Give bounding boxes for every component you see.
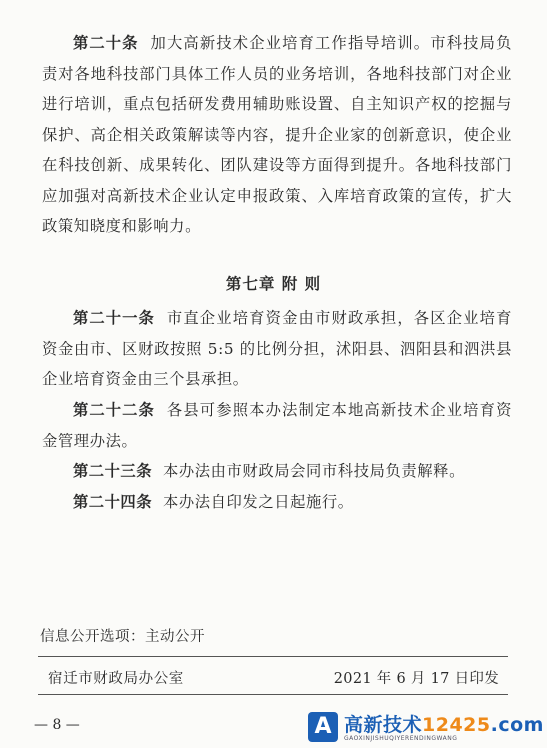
article-22 bbox=[42, 395, 512, 456]
issuer: 宿迁市财政局办公室 bbox=[48, 671, 184, 687]
article-20 bbox=[42, 28, 512, 242]
article-23 bbox=[42, 456, 512, 487]
article-23-text: 本办法由市财政局会同市科技局负责解释。 bbox=[162, 462, 465, 480]
watermark-text bbox=[344, 710, 544, 737]
chapter-heading: 第七章 附 则 bbox=[225, 275, 322, 293]
divider-bottom bbox=[38, 694, 508, 695]
divider-top bbox=[38, 656, 508, 657]
article-21-text: 市直企业培育资金由市财政承担，各区企业培育资金由市、区财政按照 5:5 的比例分担，沭阳县、泗阳县和泗洪县企业培育资金由三个县承担。 bbox=[42, 309, 512, 388]
watermark-suffix: .com bbox=[490, 714, 544, 736]
article-24-label: 第二十四条 bbox=[73, 493, 152, 511]
article-23-label: 第二十三条 bbox=[73, 462, 152, 480]
article-24 bbox=[42, 487, 512, 518]
watermark-logo-icon: A bbox=[308, 712, 338, 742]
article-20-text: 加大高新技术企业培育工作指导培训。市科技局负责对各地科技部门具体工作人员的业务培训，各地科技部门对企业进行培训，重点包括研发费用辅助账设置、自主知识产权的挖掘与保护、高企相关政策解读等内容，提升企业家的创新意识，使企业在科技创新、成果转化、团队建设等方面得到提升。各地科技部门应加强对高新技术企业认定申报政策、入库培育政策的宣传，扩大政策知晓度和影响力。 bbox=[42, 34, 512, 235]
watermark-number: 12425 bbox=[422, 714, 491, 736]
article-24-text: 本办法自印发之日起施行。 bbox=[162, 493, 354, 511]
watermark bbox=[308, 708, 547, 748]
page-number: — 8 — bbox=[34, 717, 80, 733]
article-21 bbox=[42, 303, 512, 395]
article-20-label: 第二十条 bbox=[73, 34, 139, 52]
article-22-label: 第二十二条 bbox=[73, 401, 155, 419]
watermark-subtext: GAOXINJISHUQIYERENDINGWANG bbox=[344, 735, 458, 742]
article-22-text: 各县可参照本办法制定本地高新技术企业培育资金管理办法。 bbox=[42, 401, 512, 450]
watermark-main: 高新技术 bbox=[344, 714, 423, 736]
article-21-label: 第二十一条 bbox=[73, 309, 155, 327]
info-disclosure: 信息公开选项：主动公开 bbox=[40, 629, 205, 645]
issue-date: 2021 年 6 月 17 日印发 bbox=[333, 671, 499, 687]
